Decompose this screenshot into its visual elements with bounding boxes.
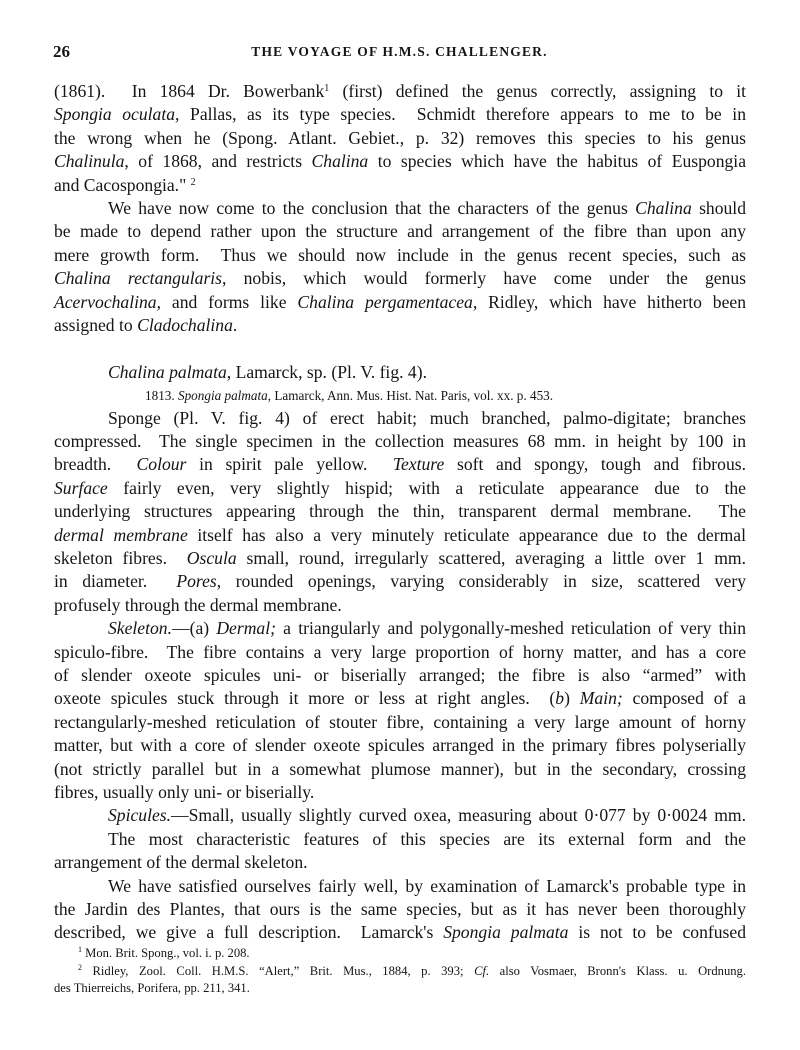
text-line [54, 804, 746, 827]
text-run: spiculo-fibre. The fibre contains a very large proportion of horny matter, and has a core [54, 641, 746, 662]
paragraph-description [54, 407, 746, 618]
text-run: is not to be confused [568, 922, 746, 943]
text-run: profusely through the dermal membrane. [54, 594, 342, 615]
italic-term: Spongia palmata [443, 922, 569, 943]
text-line [54, 664, 746, 687]
text-run: soft and spongy, tough and fibrous. [444, 454, 747, 475]
text-run: assigned to [54, 314, 138, 335]
text-line [54, 291, 746, 314]
text-run: underlying structures appearing through the thin, transparent dermal membrane. The [54, 501, 746, 522]
text-run: (first) defined the genus correctly, assigning to it [329, 81, 746, 101]
italic-term: Surface [54, 477, 108, 498]
text-line [54, 734, 746, 757]
text-line [54, 547, 746, 570]
italic-term: Pores [176, 571, 217, 592]
text-run: a triangularly and polygonally-meshed reticulation of very thin [275, 618, 746, 639]
text-line [54, 524, 746, 547]
text-run: of slender oxeote spicules uni- or biserially arranged; the fibre is also “armed” with [54, 664, 746, 685]
text-line [54, 641, 746, 664]
footnote-line [54, 945, 746, 963]
italic-term: Dermal; [216, 618, 276, 639]
text-line [54, 267, 746, 290]
footnote-line [54, 980, 746, 998]
text-line [54, 314, 746, 337]
italic-term: Spicules. [108, 805, 172, 826]
text-run: arrangement of the dermal skeleton. [54, 852, 308, 873]
italic-term: Chalina pergamentacea [297, 291, 473, 312]
text-line [54, 617, 746, 640]
text-run: —Small, usually slightly curved oxea, measuring about 0·077 by 0·0024 mm. [171, 805, 746, 826]
text-line [54, 197, 746, 220]
footnote-2 [54, 963, 746, 998]
text-line [54, 898, 746, 921]
italic-term: Main; [579, 688, 623, 709]
text-run: The most characteristic features of this species are its external form and the [108, 828, 746, 849]
text-line [54, 875, 746, 898]
page-number: 26 [53, 42, 70, 61]
text-run: in spirit pale yellow. [186, 454, 393, 475]
text-line [54, 244, 746, 267]
text-run: the Jardin des Plantes, that ours is the same species, but as it has never been thoroughly [54, 898, 746, 919]
italic-term: Chalina [311, 151, 369, 172]
text-run: , Lamarck, Ann. Mus. Hist. Nat. Paris, vol. xx. p. 453. [267, 387, 554, 403]
paragraph-genus-definition [54, 197, 746, 337]
footnote-ref[interactable]: 2 [190, 176, 196, 188]
text-run: the wrong when he (Spong. Atlant. Gebiet., p. 32) removes this species to his genus [54, 127, 746, 148]
running-title: THE VOYAGE OF H.M.S. CHALLENGER. [251, 44, 548, 59]
text-run: compressed. The single specimen in the collection measures 68 mm. in height by 100 in [54, 431, 746, 452]
italic-term: Chalina palmata [108, 362, 227, 383]
text-run: composed of a [622, 688, 746, 709]
species-heading [54, 361, 746, 384]
paragraph-type-comparison [54, 875, 746, 945]
text-run: (1861). In 1864 Dr. Bowerbank [54, 81, 325, 101]
text-run: skeleton fibres. [54, 548, 187, 569]
italic-term: Chalina [635, 197, 692, 218]
text-run: itself has also a very minutely reticulate appearance due to the dermal [187, 524, 746, 545]
text-line [54, 220, 746, 243]
text-line [54, 174, 746, 197]
text-run: , Pallas, as its type species. Schmidt therefore appears to me to be in [175, 104, 746, 125]
synonymy-entry [54, 385, 746, 407]
footnote-ref[interactable]: 1 [78, 945, 82, 954]
text-run: to species which have the habitus of Euspongia [368, 151, 747, 172]
text-run: breadth. [54, 454, 137, 475]
text-line [54, 851, 746, 874]
text-line [54, 781, 746, 804]
text-run: . [232, 314, 238, 335]
italic-term: Spongia palmata [177, 387, 268, 403]
section-gap [54, 337, 746, 349]
italic-term: Oscula [186, 548, 237, 569]
text-run: fibres, usually only uni- or biserially. [54, 781, 315, 802]
text-line [54, 453, 746, 476]
text-run: des Thierreichs, Porifera, pp. 211, 341. [54, 981, 250, 995]
text-run: , Ridley, which have hitherto been [472, 291, 746, 312]
text-run: described, we give a full description. Lamarck's [54, 922, 444, 943]
italic-term: Chalinula [54, 151, 125, 172]
footnotes [54, 945, 746, 998]
body-text [54, 80, 746, 945]
text-line [54, 80, 746, 103]
text-run: in diameter. [54, 571, 177, 592]
text-line [54, 103, 746, 126]
text-run: 1813. [145, 387, 178, 403]
paragraph-spicules [54, 804, 746, 827]
text-run: , and forms like [156, 291, 298, 312]
text-run: be made to depend rather upon the structure and arrangement of the fibre than upon any [54, 221, 746, 242]
text-line [54, 570, 746, 593]
text-line [54, 500, 746, 523]
italic-term: Cf. [474, 963, 490, 978]
text-run: Ridley, Zool. Coll. H.M.S. “Alert,” Brit. Mus., 1884, p. 393; [82, 963, 475, 978]
text-run: We have now come to the conclusion that the characters of the genus [108, 197, 636, 218]
paragraph-skeleton [54, 617, 746, 804]
italic-term: Colour [136, 454, 187, 475]
text-line [54, 828, 746, 851]
italic-term: Cladochalina [137, 314, 233, 335]
running-head [53, 42, 746, 64]
text-run: small, round, irregularly scattered, averaging a little over 1 mm. [236, 548, 746, 569]
text-run: mere growth form. Thus we should now include in the genus recent species, such as [54, 244, 746, 265]
italic-term: dermal membrane [54, 524, 188, 545]
footnote-ref[interactable]: 2 [78, 962, 82, 972]
footnote-line [54, 963, 746, 981]
text-run: , rounded openings, varying considerably in size, scattered very [216, 571, 746, 592]
footnote-1 [54, 945, 746, 963]
text-run: and Cacospongia." [54, 174, 191, 195]
text-line [54, 711, 746, 734]
text-run: Sponge (Pl. V. fig. 4) of erect habit; much branched, palmo-digitate; branches [108, 407, 746, 428]
text-line [54, 477, 746, 500]
italic-term: Texture [392, 454, 445, 475]
text-line [54, 430, 746, 453]
text-line [54, 407, 746, 430]
italic-term: Acervochalina [54, 291, 157, 312]
text-run: rectangularly-meshed reticulation of stouter fibre, containing a very large amount of horny [54, 711, 746, 732]
text-line [54, 921, 746, 944]
text-run: also Vosmaer, Bronn's Klass. u. Ordnung. [489, 963, 746, 978]
text-line [54, 594, 746, 617]
italic-term: Chalina rectangularis [54, 268, 223, 289]
text-run: oxeote spicules stuck through it more or less at right angles. ( [54, 688, 556, 709]
text-run: , nobis, which would formerly have come under the genus [222, 268, 746, 289]
text-run: Mon. Brit. Spong., vol. i. p. 208. [82, 946, 250, 960]
text-line [54, 150, 746, 173]
italic-term: b [555, 688, 565, 709]
text-run: , Lamarck, sp. (Pl. V. fig. 4). [226, 362, 427, 383]
text-run: ) [564, 688, 580, 709]
text-run: should [691, 197, 746, 218]
text-line [54, 127, 746, 150]
text-run: , of 1868, and restricts [124, 151, 312, 172]
text-run: matter, but with a core of slender oxeote spicules arranged in the primary fibres polyserially [54, 735, 746, 756]
footnote-ref[interactable]: 1 [324, 83, 330, 94]
text-line [54, 687, 746, 710]
italic-term: Spongia oculata [54, 104, 176, 125]
text-run: —(a) [172, 618, 217, 639]
paragraph-continuation [54, 80, 746, 197]
text-line [54, 758, 746, 781]
italic-term: Skeleton. [108, 618, 172, 639]
paragraph-characteristics [54, 828, 746, 875]
text-run: fairly even, very slightly hispid; with a reticulate appearance due to the [107, 477, 746, 498]
text-run: (not strictly parallel but in a somewhat plumose manner), but in the secondary, crossing [54, 758, 746, 779]
section-gap [54, 349, 746, 361]
text-run: We have satisfied ourselves fairly well, by examination of Lamarck's probable type in [108, 875, 746, 896]
